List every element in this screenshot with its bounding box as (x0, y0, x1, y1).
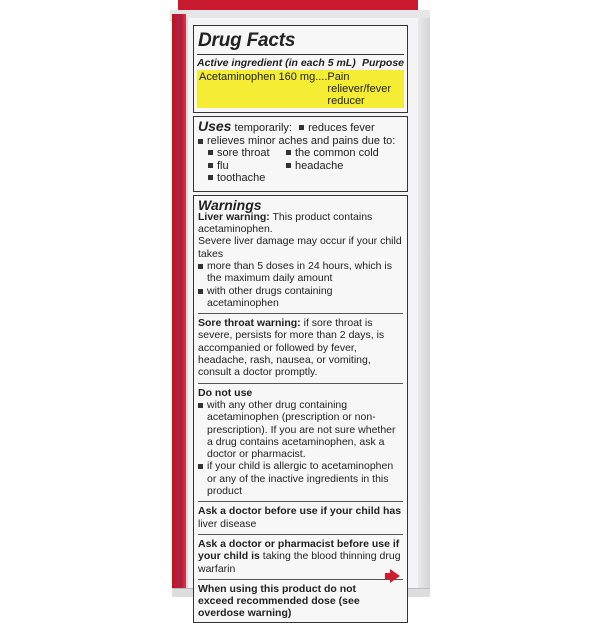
uses-heading: Uses (198, 118, 232, 134)
list-item-text: if your child is allergic to acetaminophen or any of the inactive ingredients in this product (207, 460, 394, 498)
ask-doctor-section (198, 501, 403, 530)
list-item-text: with other drugs containing acetaminophen (207, 284, 333, 309)
sore-throat-label: Sore throat warning: (198, 317, 301, 330)
continue-arrow-icon (390, 569, 400, 583)
drug-facts-panel (193, 25, 408, 623)
list-item-text: with any other drug containing acetaminophen (prescription or non-prescription). If you are not sure whether a drug contains acetaminophen, ask a doctor or pharmacist. (207, 398, 396, 461)
bullet-icon (198, 464, 203, 469)
list-item (208, 147, 286, 160)
uses-list (208, 147, 403, 185)
drug-facts-title: Drug Facts (198, 30, 296, 51)
bullet-icon (286, 163, 291, 168)
ask-pharmacist-text: taking the blood thinning drug warfarin (198, 550, 401, 575)
drug-facts-header-section (193, 25, 408, 113)
list-item (198, 399, 403, 460)
bullet-icon (198, 139, 203, 144)
list-item (198, 285, 403, 310)
list-item (286, 147, 403, 160)
list-item-text: toothache (217, 172, 266, 184)
uses-intro: temporarily: (231, 122, 292, 134)
list-item-text: headache (295, 159, 344, 172)
bullet-icon (299, 125, 304, 130)
bullet-icon (208, 175, 213, 180)
ingredient-dots: .... (315, 71, 328, 83)
purpose-label: Purpose (361, 57, 404, 69)
uses-relieves-item (198, 135, 403, 148)
liver-severe-text: Severe liver damage may occur if your child takes (198, 235, 402, 260)
liver-warning-label: Liver warning: (198, 210, 270, 223)
warnings-heading: Warnings (198, 196, 262, 213)
bullet-icon (198, 289, 203, 294)
ask-doctor-label: Ask a doctor before use if your child has (198, 505, 402, 518)
sore-throat-text: if sore throat is severe, persists for more than 2 days, is accompanied or followed by fever, headache, rash, nausea, or vomiting, consult a doctor promptly. (198, 317, 385, 379)
active-ingredient-label: Active ingredient (in each 5 mL) (197, 57, 356, 69)
ask-pharmacist-label: Ask a doctor or pharmacist before use if (198, 537, 400, 550)
do-not-use-label: Do not use (198, 386, 253, 399)
active-ingredient-header (197, 54, 404, 70)
list-item-text: sore throat (217, 147, 270, 159)
list-item-text: the common cold (295, 147, 379, 159)
uses-reduces-fever: reduces fever (308, 122, 375, 134)
ask-pharmacist-label-cont: your child is (198, 550, 260, 563)
list-item (208, 160, 286, 173)
bullet-icon (208, 150, 213, 155)
carton-side-strip (172, 14, 186, 590)
carton-right-edge (418, 18, 430, 590)
list-item (198, 260, 403, 285)
bullet-icon (198, 264, 203, 269)
list-item-text: more than 5 doses in 24 hours, which is the maximum daily amount (207, 259, 393, 285)
ingredient-name: Acetaminophen 160 mg (199, 71, 316, 83)
uses-section (193, 116, 408, 192)
liver-warning-text: This product contains acetaminophen. (198, 210, 373, 236)
uses-relieves-text: relieves minor aches and pains due to: (207, 134, 396, 147)
do-not-use-section (198, 383, 403, 498)
list-item (198, 460, 403, 497)
warnings-section (193, 195, 408, 623)
liver-warning (198, 211, 403, 236)
list-item-text: flu (217, 159, 229, 172)
when-using-text: When using this product do not exceed recommended dose (see overdose warning) (198, 579, 403, 620)
bullet-icon (198, 403, 203, 408)
bullet-icon (286, 150, 291, 155)
sore-throat-warning (198, 313, 403, 378)
ingredient-purpose: Pain reliever/fever reducer (327, 71, 391, 107)
ask-pharmacist-section (198, 534, 403, 575)
bullet-icon (208, 163, 213, 168)
active-ingredient-row (197, 70, 404, 108)
list-item (208, 172, 286, 185)
list-item (286, 160, 403, 173)
ask-doctor-text: liver disease (198, 517, 257, 530)
